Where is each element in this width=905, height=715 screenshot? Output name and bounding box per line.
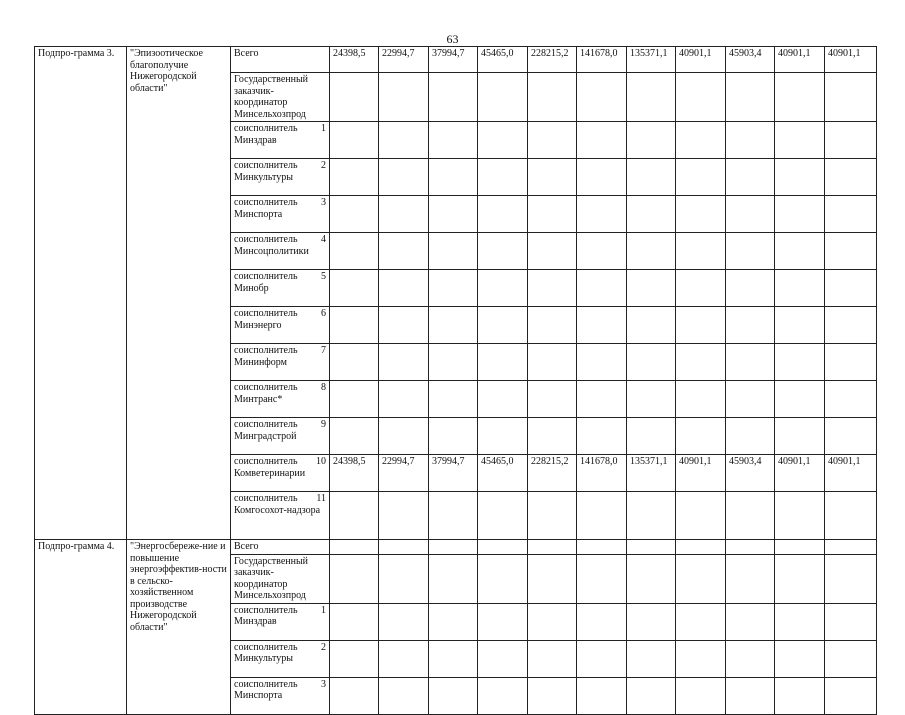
value-cell	[478, 270, 528, 307]
executor-cell: соисполнитель 1 Минздрав	[231, 603, 330, 640]
value-cell	[330, 307, 379, 344]
value-cell	[577, 270, 627, 307]
value-cell	[676, 159, 726, 196]
value-cell	[478, 418, 528, 455]
value-cell	[627, 677, 676, 714]
value-cell	[429, 196, 478, 233]
executor-cell: соисполнитель 4 Минсоцполитики	[231, 233, 330, 270]
value-cell	[577, 196, 627, 233]
value-cell	[775, 492, 825, 540]
value-cell	[429, 344, 478, 381]
budget-table	[34, 46, 877, 715]
value-cell	[775, 233, 825, 270]
value-cell	[676, 603, 726, 640]
value-cell	[825, 381, 877, 418]
value-cell	[627, 540, 676, 555]
value-cell	[627, 159, 676, 196]
value-cell	[825, 603, 877, 640]
value-cell	[676, 233, 726, 270]
value-cell	[577, 540, 627, 555]
value-cell	[726, 540, 775, 555]
value-cell	[627, 344, 676, 381]
value-cell	[775, 270, 825, 307]
value-cell	[528, 418, 577, 455]
value-cell	[577, 307, 627, 344]
value-cell	[627, 122, 676, 159]
value-cell	[627, 307, 676, 344]
value-cell	[429, 603, 478, 640]
value-cell: 22994,7	[379, 455, 429, 492]
value-cell	[528, 540, 577, 555]
value-cell	[627, 554, 676, 603]
value-cell	[825, 307, 877, 344]
value-cell	[726, 307, 775, 344]
value-cell	[528, 307, 577, 344]
value-cell	[379, 270, 429, 307]
executor-cell: соисполнитель 8 Минтранс*	[231, 381, 330, 418]
value-cell	[478, 196, 528, 233]
value-cell	[627, 492, 676, 540]
executor-cell: Государственный заказчик-координатор Минсельхозпрод	[231, 554, 330, 603]
value-cell	[825, 418, 877, 455]
value-cell	[775, 159, 825, 196]
value-cell	[726, 603, 775, 640]
value-cell	[577, 381, 627, 418]
value-cell	[577, 344, 627, 381]
value-cell	[429, 677, 478, 714]
value-cell	[627, 603, 676, 640]
value-cell	[379, 381, 429, 418]
value-cell	[577, 233, 627, 270]
value-cell	[726, 122, 775, 159]
value-cell	[330, 381, 379, 418]
value-cell	[330, 344, 379, 381]
value-cell	[775, 677, 825, 714]
value-cell	[528, 122, 577, 159]
value-cell	[726, 159, 775, 196]
value-cell	[775, 344, 825, 381]
value-cell: 40901,1	[825, 47, 877, 73]
value-cell	[429, 540, 478, 555]
value-cell	[726, 344, 775, 381]
value-cell	[726, 640, 775, 677]
value-cell: 22994,7	[379, 47, 429, 73]
value-cell	[478, 540, 528, 555]
value-cell	[429, 640, 478, 677]
value-cell	[429, 307, 478, 344]
value-cell	[726, 196, 775, 233]
value-cell	[825, 233, 877, 270]
value-cell: 45903,4	[726, 47, 775, 73]
value-cell	[726, 381, 775, 418]
value-cell	[330, 540, 379, 555]
value-cell: 141678,0	[577, 455, 627, 492]
value-cell	[379, 233, 429, 270]
value-cell	[330, 603, 379, 640]
executor-cell: соисполнитель 5 Минобр	[231, 270, 330, 307]
value-cell: 45465,0	[478, 455, 528, 492]
value-cell	[726, 418, 775, 455]
executor-cell: соисполнитель 2 Минкультуры	[231, 640, 330, 677]
value-cell	[478, 344, 528, 381]
value-cell: 45465,0	[478, 47, 528, 73]
value-cell	[726, 270, 775, 307]
value-cell: 24398,5	[330, 47, 379, 73]
value-cell	[379, 554, 429, 603]
value-cell	[528, 677, 577, 714]
value-cell: 228215,2	[528, 47, 577, 73]
value-cell	[429, 554, 478, 603]
value-cell	[577, 492, 627, 540]
value-cell	[676, 344, 726, 381]
value-cell: 40901,1	[676, 455, 726, 492]
value-cell: 135371,1	[627, 455, 676, 492]
value-cell	[330, 640, 379, 677]
value-cell	[726, 677, 775, 714]
value-cell	[825, 540, 877, 555]
value-cell	[379, 640, 429, 677]
value-cell	[528, 73, 577, 122]
value-cell	[577, 640, 627, 677]
value-cell	[676, 492, 726, 540]
value-cell	[775, 307, 825, 344]
value-cell	[627, 196, 676, 233]
value-cell	[775, 640, 825, 677]
value-cell	[775, 418, 825, 455]
executor-cell: соисполнитель 6 Минэнерго	[231, 307, 330, 344]
subprogram-name: "Эпизоотическое благополучие Нижегородской области"	[127, 47, 231, 540]
value-cell	[726, 233, 775, 270]
value-cell	[775, 196, 825, 233]
value-cell	[577, 418, 627, 455]
value-cell	[379, 418, 429, 455]
value-cell	[478, 492, 528, 540]
value-cell	[676, 540, 726, 555]
executor-cell: соисполнитель 3 Минспорта	[231, 196, 330, 233]
value-cell	[676, 381, 726, 418]
value-cell	[528, 554, 577, 603]
value-cell	[775, 73, 825, 122]
value-cell	[379, 307, 429, 344]
value-cell: 135371,1	[627, 47, 676, 73]
value-cell	[825, 122, 877, 159]
value-cell	[825, 677, 877, 714]
value-cell	[528, 270, 577, 307]
value-cell	[825, 270, 877, 307]
value-cell	[429, 122, 478, 159]
page-number: 63	[446, 32, 459, 46]
value-cell	[627, 640, 676, 677]
subprogram-code: Подпро-грамма 4.	[35, 540, 127, 715]
value-cell	[775, 540, 825, 555]
budget-table-body	[35, 47, 877, 715]
value-cell	[429, 381, 478, 418]
value-cell	[577, 677, 627, 714]
value-cell	[379, 492, 429, 540]
value-cell	[478, 73, 528, 122]
value-cell	[478, 307, 528, 344]
table-row	[35, 540, 877, 555]
value-cell	[379, 344, 429, 381]
value-cell	[478, 640, 528, 677]
value-cell	[627, 233, 676, 270]
value-cell	[676, 677, 726, 714]
value-cell	[478, 554, 528, 603]
subprogram-code: Подпро-грамма 3.	[35, 47, 127, 540]
value-cell	[478, 233, 528, 270]
value-cell	[577, 554, 627, 603]
value-cell: 24398,5	[330, 455, 379, 492]
value-cell	[330, 270, 379, 307]
value-cell: 40901,1	[676, 47, 726, 73]
value-cell: 228215,2	[528, 455, 577, 492]
value-cell	[429, 492, 478, 540]
value-cell	[429, 270, 478, 307]
value-cell	[627, 270, 676, 307]
value-cell	[330, 233, 379, 270]
value-cell	[676, 122, 726, 159]
value-cell	[825, 159, 877, 196]
value-cell	[429, 418, 478, 455]
value-cell	[726, 554, 775, 603]
value-cell	[330, 73, 379, 122]
value-cell	[726, 492, 775, 540]
value-cell	[478, 159, 528, 196]
executor-cell: соисполнитель 10 Комветеринарии	[231, 455, 330, 492]
value-cell: 37994,7	[429, 455, 478, 492]
value-cell	[577, 73, 627, 122]
value-cell	[627, 73, 676, 122]
value-cell	[775, 381, 825, 418]
value-cell: 45903,4	[726, 455, 775, 492]
value-cell	[478, 603, 528, 640]
value-cell	[330, 554, 379, 603]
value-cell	[429, 233, 478, 270]
value-cell	[478, 381, 528, 418]
value-cell	[379, 122, 429, 159]
value-cell: 37994,7	[429, 47, 478, 73]
value-cell	[676, 554, 726, 603]
value-cell	[726, 73, 775, 122]
value-cell	[379, 677, 429, 714]
table-row	[35, 47, 877, 73]
value-cell	[627, 381, 676, 418]
value-cell	[528, 492, 577, 540]
value-cell	[429, 159, 478, 196]
value-cell	[676, 640, 726, 677]
executor-cell: соисполнитель 2 Минкультуры	[231, 159, 330, 196]
value-cell	[676, 270, 726, 307]
value-cell: 40901,1	[825, 455, 877, 492]
value-cell	[528, 344, 577, 381]
value-cell	[825, 492, 877, 540]
value-cell	[825, 640, 877, 677]
value-cell	[676, 73, 726, 122]
value-cell	[330, 418, 379, 455]
value-cell	[528, 196, 577, 233]
executor-cell: соисполнитель 1 Минздрав	[231, 122, 330, 159]
value-cell	[379, 540, 429, 555]
executor-cell: соисполнитель 3 Минспорта	[231, 677, 330, 714]
value-cell: 40901,1	[775, 455, 825, 492]
value-cell	[577, 603, 627, 640]
value-cell	[330, 492, 379, 540]
value-cell	[627, 418, 676, 455]
subprogram-name: "Энергосбереже-ние и повышение энергоэффектив-ности в сельско-хозяйственном производстве Нижегородской области"	[127, 540, 231, 715]
value-cell	[528, 159, 577, 196]
value-cell	[676, 307, 726, 344]
value-cell	[775, 122, 825, 159]
executor-cell: соисполнитель 9 Минградстрой	[231, 418, 330, 455]
value-cell	[429, 73, 478, 122]
value-cell	[676, 196, 726, 233]
value-cell	[330, 677, 379, 714]
value-cell	[775, 603, 825, 640]
executor-cell: Всего	[231, 540, 330, 555]
value-cell	[379, 603, 429, 640]
executor-cell: соисполнитель 7 Мининформ	[231, 344, 330, 381]
value-cell	[379, 159, 429, 196]
value-cell	[528, 233, 577, 270]
value-cell: 40901,1	[775, 47, 825, 73]
value-cell	[528, 640, 577, 677]
value-cell	[379, 73, 429, 122]
value-cell	[825, 344, 877, 381]
value-cell: 141678,0	[577, 47, 627, 73]
value-cell	[330, 159, 379, 196]
executor-cell: Всего	[231, 47, 330, 73]
value-cell	[577, 159, 627, 196]
executor-cell: Государственный заказчик-координатор Минсельхозпрод	[231, 73, 330, 122]
value-cell	[330, 122, 379, 159]
value-cell	[379, 196, 429, 233]
value-cell	[825, 196, 877, 233]
value-cell	[478, 677, 528, 714]
executor-cell: соисполнитель 11 Комгосохот-надзора	[231, 492, 330, 540]
value-cell	[825, 554, 877, 603]
value-cell	[528, 603, 577, 640]
value-cell	[775, 554, 825, 603]
value-cell	[330, 196, 379, 233]
value-cell	[478, 122, 528, 159]
value-cell	[577, 122, 627, 159]
value-cell	[676, 418, 726, 455]
value-cell	[825, 73, 877, 122]
value-cell	[528, 381, 577, 418]
